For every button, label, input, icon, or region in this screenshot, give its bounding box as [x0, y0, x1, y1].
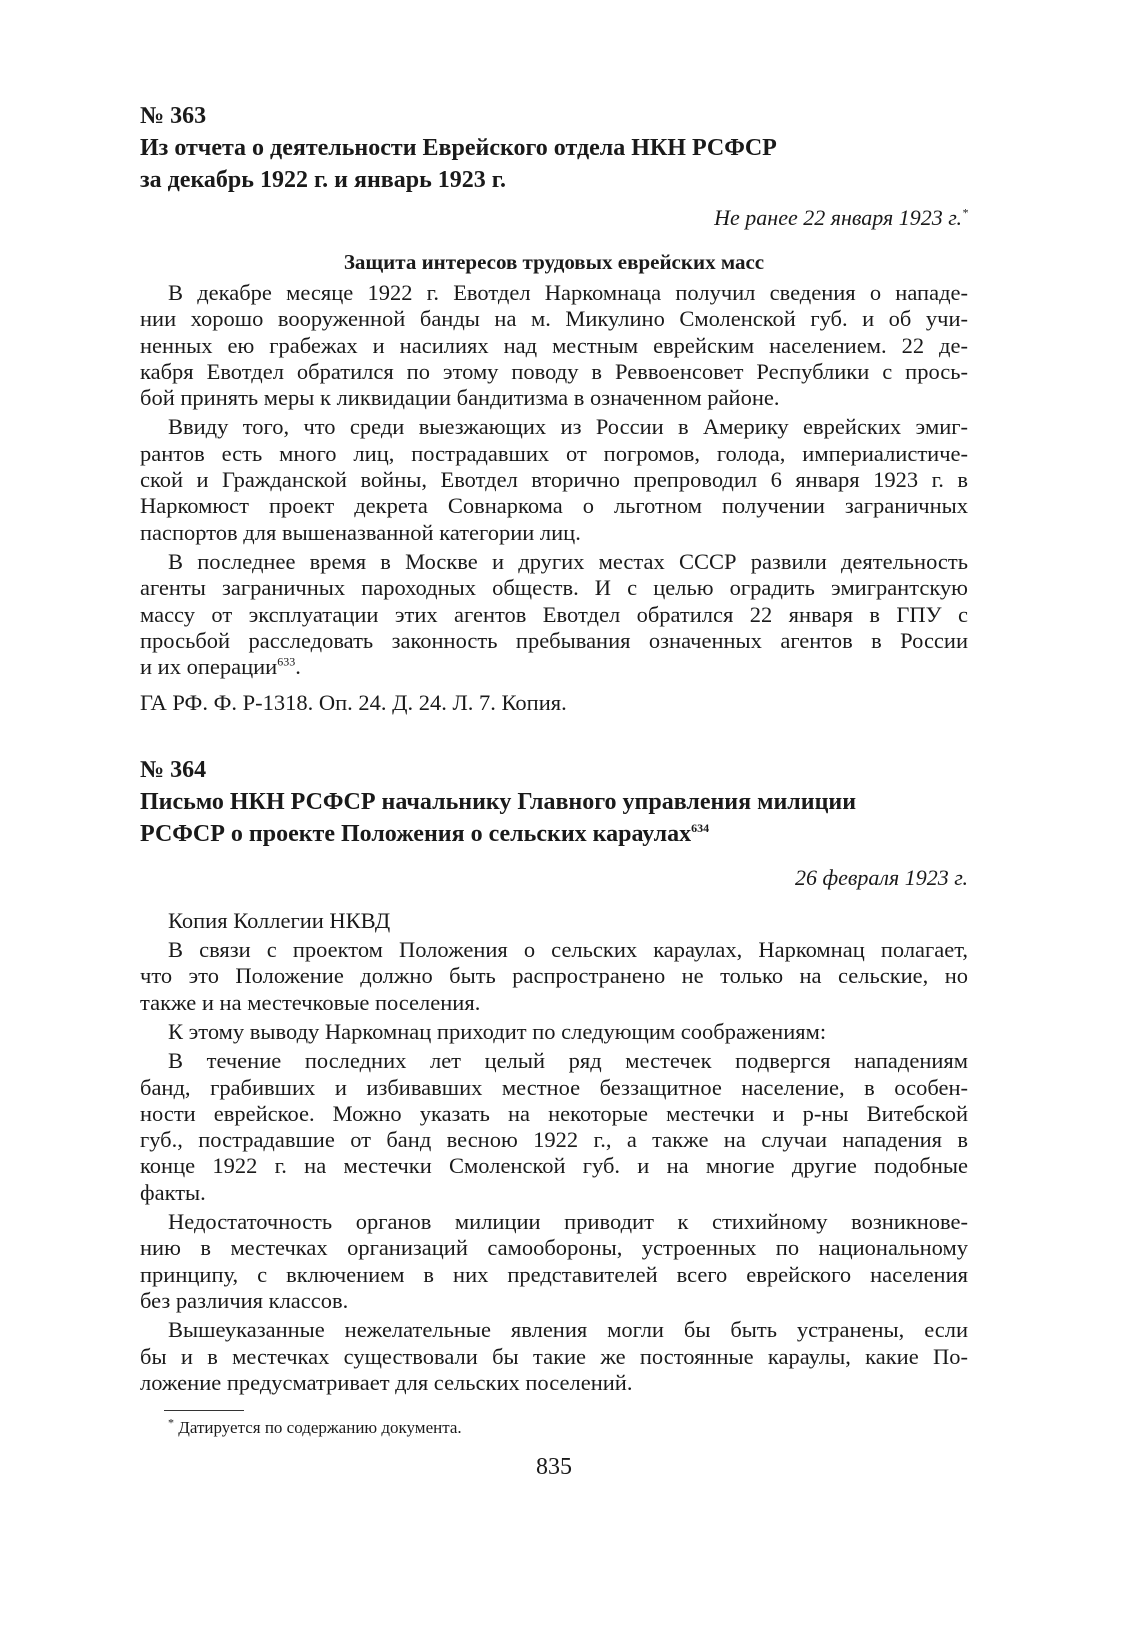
text-line	[140, 333, 968, 359]
line-text: нию в местечках организаций самообороны, устроенных по национальному	[140, 1235, 968, 1261]
text-line	[140, 1019, 968, 1045]
doc363-body	[140, 280, 968, 680]
paragraph	[140, 280, 968, 411]
doc363-title-line: Из отчета о деятельности Еврейского отдела НКН РСФСР	[140, 135, 777, 161]
line-text: агенты заграничных пароходных обществ. И с целью оградить эмигрантскую	[140, 575, 968, 601]
line-text: конце 1922 г. на местечки Смоленской губ. и на многие другие подобные	[140, 1153, 968, 1179]
line-text: Наркомюст проект декрета Совнаркома о льготном получении заграничных	[140, 493, 968, 519]
line-text: кабря Евотдел обратился по этому поводу в Реввоенсовет Республики с прось-	[140, 358, 968, 384]
text-line	[140, 1048, 968, 1074]
text-line	[140, 1344, 968, 1370]
text-line	[140, 280, 968, 306]
text-line	[140, 1370, 968, 1396]
line-text: Недостаточность органов милиции приводит к стихийному возникнове-	[168, 1209, 968, 1235]
paragraph	[140, 1048, 968, 1206]
text-line	[140, 549, 968, 575]
paragraph	[140, 1209, 968, 1314]
text-line	[140, 1235, 968, 1261]
text-line	[140, 1262, 968, 1288]
line-text: банд, грабивших и избивавших местное беззащитное население, в особен-	[140, 1074, 968, 1100]
doc363-number: № 363	[140, 103, 207, 129]
note-ref: 633	[277, 654, 296, 669]
text-line	[140, 385, 968, 411]
text-line	[140, 1209, 968, 1235]
text-line	[140, 1127, 968, 1153]
footnote-mark: *	[168, 1415, 174, 1430]
line-text: массу от эксплуатации этих агентов Евотдел обратился 22 января в ГПУ с	[140, 601, 968, 627]
line-text: факты.	[140, 1179, 206, 1205]
text-line	[140, 654, 968, 680]
doc363-date: Не ранее 22 января 1923 г.	[714, 205, 962, 230]
doc363-date-mark: *	[962, 205, 968, 220]
line-text: К этому выводу Наркомнац приходит по следующим соображениям:	[168, 1018, 827, 1044]
doc364-body	[140, 908, 968, 1396]
doc364-title-line: Письмо НКН РСФСР начальнику Главного управления милиции	[140, 788, 857, 815]
text-line	[140, 1101, 968, 1127]
text-line	[140, 306, 968, 332]
paragraph	[140, 937, 968, 1016]
line-text: бой принять меры к ликвидации бандитизма в означенном районе.	[140, 385, 780, 411]
line-text: В связи с проектом Положения о сельских караулах, Наркомнац полагает,	[168, 937, 968, 963]
doc364-header	[140, 754, 968, 850]
paragraph	[140, 1317, 968, 1396]
text-line	[140, 1075, 968, 1101]
text-line	[140, 1180, 968, 1206]
text-line	[140, 1153, 968, 1179]
paragraph	[140, 908, 968, 934]
text-line	[140, 602, 968, 628]
text-line	[140, 963, 968, 989]
text-line	[140, 1288, 968, 1314]
section-gap	[140, 720, 968, 754]
text-line	[140, 990, 968, 1016]
paragraph	[140, 1019, 968, 1045]
footnote-rule	[164, 1410, 244, 1411]
note-ref-tail: .	[295, 654, 301, 680]
line-text: рантов есть много лиц, пострадавших от погромов, голода, империалистиче-	[140, 440, 968, 466]
line-text: губ., пострадавшие от банд весною 1922 г., а также на случаи нападения в	[140, 1127, 968, 1153]
line-text: В декабре месяце 1922 г. Евотдел Наркомнаца получил сведения о нападе-	[168, 280, 968, 305]
text-line	[140, 359, 968, 385]
text-line	[140, 575, 968, 601]
doc363-date-line	[140, 204, 968, 232]
doc364-number: № 364	[140, 756, 207, 783]
text-line	[140, 467, 968, 493]
line-text: также и на местечковые поселения.	[140, 989, 481, 1015]
doc363-source: ГА РФ. Ф. Р-1318. Оп. 24. Д. 24. Л. 7. Копия.	[140, 690, 567, 716]
doc364-date: 26 февраля 1923 г.	[794, 864, 968, 890]
footnote-text: Датируется по содержанию документа.	[178, 1418, 462, 1438]
line-text: ности еврейское. Можно указать на некоторые местечки и р-ны Витебской	[140, 1100, 968, 1126]
paragraph	[140, 549, 968, 680]
line-text: ложение предусматривает для сельских поселений.	[140, 1369, 633, 1395]
line-text: принципу, с включением в них представителей всего еврейского населения	[140, 1261, 968, 1287]
text-line	[140, 628, 968, 654]
doc363-header	[140, 100, 968, 196]
line-text: ской и Гражданской войны, Евотдел вторично препроводил 6 января 1923 г. в	[140, 467, 968, 493]
line-text: Ввиду того, что среди выезжающих из России в Америку еврейских эмиг-	[168, 414, 968, 440]
paragraph	[140, 414, 968, 545]
doc364-title-note: 634	[691, 820, 710, 835]
text-line	[140, 908, 968, 934]
footnote	[168, 1417, 968, 1439]
text-line	[140, 493, 968, 519]
text-line	[140, 1317, 968, 1343]
text-line	[140, 937, 968, 963]
line-text: что это Положение должно быть распространено не только на сельские, но	[140, 963, 968, 989]
line-text: Вышеуказанные нежелательные явления могли бы быть устранены, если	[168, 1317, 968, 1343]
page-number: 835	[536, 1454, 572, 1481]
doc364-title-line: РСФСР о проекте Положения о сельских караулах	[140, 820, 692, 847]
line-text: бы и в местечках существовали бы такие же постоянные караулы, какие По-	[140, 1343, 968, 1369]
line-text: ненных ею грабежах и насилиях над местным еврейским населением. 22 де-	[140, 332, 968, 358]
line-text: и их операции	[140, 654, 278, 680]
text-line	[140, 414, 968, 440]
line-text: В течение последних лет целый ряд местечек подвергся нападениям	[168, 1048, 968, 1074]
doc363-subheading: Защита интересов трудовых еврейских масс	[343, 250, 765, 274]
text-line	[140, 520, 968, 546]
line-text: просьбой расследовать законность пребывания означенных агентов в России	[140, 627, 968, 653]
line-text: В последнее время в Москве и других местах СССР развили деятельность	[168, 548, 968, 574]
text-line	[140, 441, 968, 467]
line-text: Копия Коллегии НКВД	[168, 907, 391, 933]
line-text: нии хорошо вооруженной банды на м. Микулино Смоленской губ. и об учи-	[140, 306, 968, 332]
line-text: без различия классов.	[140, 1287, 349, 1313]
doc363-title-line: за декабрь 1922 г. и январь 1923 г.	[140, 167, 506, 193]
line-text: паспортов для вышеназванной категории лиц.	[140, 519, 581, 545]
